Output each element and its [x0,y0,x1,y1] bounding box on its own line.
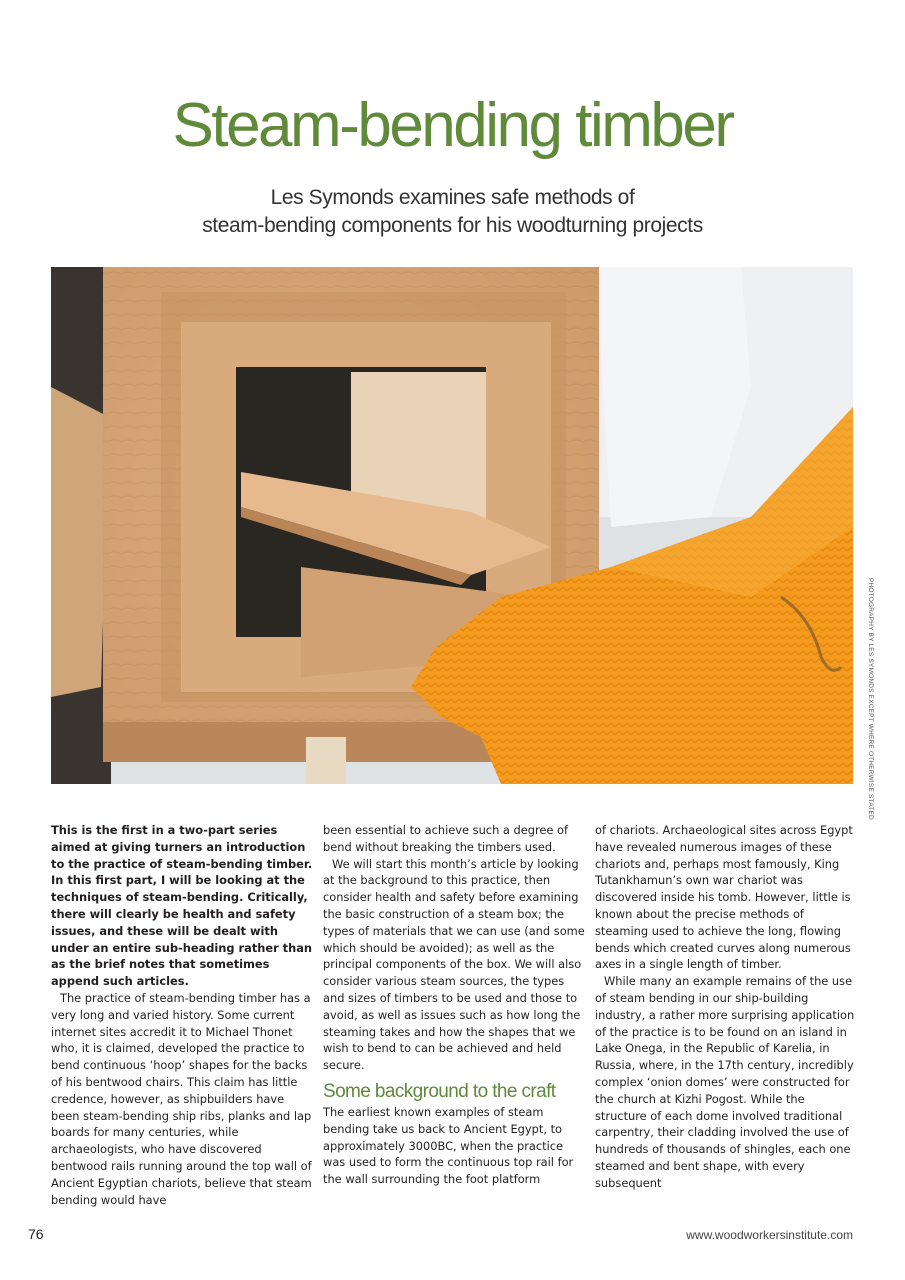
intro-paragraph: This is the first in a two-part series aimed at giving turners an introduction to the practice of steam-bending timber. In this first part, I will be looking at the techniques of steam-bending. Critically, there will clearly be health and safety issues, and these will be dealt with under an entire sub-heading rather than as the brief notes that sometimes append such articles. [51,823,313,989]
article-title: Steam-bending timber [172,91,733,160]
standfirst-line-2: steam-bending components for his woodturning projects [202,214,703,237]
body-paragraph: We will start this month’s article by looking at the background to this practice, then consider health and safety before examining the basic construction of a steam box; the types of materials that we can use (and some which should be avoided); as well as the principal components of the box. We will also consider various steam sources, the types and sizes of timbers to be used and those to avoid, as well as issues such as how long the steaming takes and how the shapes that we wish to bend to can be achieved and held secure. [323,856,585,1073]
column-2 [323,822,585,1188]
hero-photo [51,267,853,784]
section-subheading: Some background to the craft [323,1080,556,1102]
steam-box-illustration [51,267,853,784]
column-3 [595,822,857,1192]
column-1 [51,822,313,1208]
body-paragraph: The earliest known examples of steam bending take us back to Ancient Egypt, to approximately 3000BC, when the practice was used to form the continuous top rail for the wall surrounding the foot platform [323,1104,574,1187]
photo-credit: PHOTOGRAPHY BY LES SYMONDS EXCEPT WHERE OTHERWISE STATED [867,578,874,820]
body-paragraph: While many an example remains of the use of steam bending in our ship-building industry, a rather more surprising application of the practice is to be found on an island in Lake Onega, in the Republic of Karelia, in Russia, where, in the 17th century, incredibly complex ‘onion domes’ were constructed for the church at Kizhi Pogost. While the structure of each dome involved traditional carpentry, their cladding involved the use of hundreds of thousands of shingles, each one steamed and bent shape, with every subsequent [595,974,855,1190]
page-number: 76 [28,1226,44,1242]
body-paragraph: of chariots. Archaeological sites across Egypt have revealed numerous images of these chariots and, perhaps most famously, King Tutankhamun’s own war chariot was discovered inside his tomb. However, little is known about the precise methods of steaming used to achieve the long, flowing bends which created curves along numerous axes in a single length of timber. [595,823,853,972]
standfirst [100,184,805,240]
standfirst-line-1: Les Symonds examines safe methods of [270,186,635,209]
body-paragraph: been essential to achieve such a degree of bend without breaking the timbers used. [323,823,569,854]
body-paragraph: The practice of steam-bending timber has a very long and varied history. Some current internet sites accredit it to Michael Thonet who, it is claimed, developed the practice to bend continuous ‘hoop’ shapes for the backs of his bentwood chairs. This claim has little credence, however, as shipbuilders have been steam-bending ship ribs, planks and lap boards for many centuries, while archaeologists, who have discovered bentwood rails running around the top wall of Ancient Egyptian chariots, believe that steam bending would have [51,990,312,1207]
website-link[interactable]: www.woodworkersinstitute.com [686,1228,853,1242]
